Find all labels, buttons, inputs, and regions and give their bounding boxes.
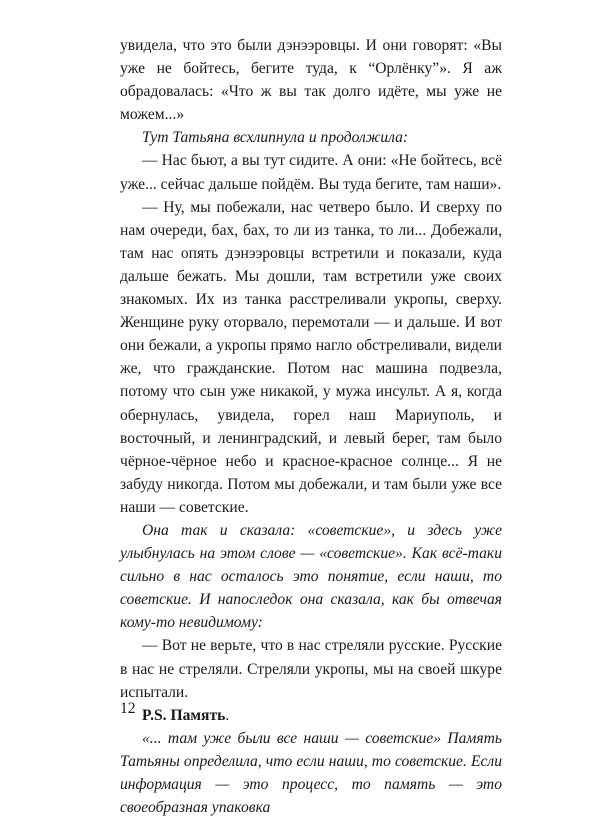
paragraph-2: Тут Татьяна всхлипнула и продолжила: [142, 129, 409, 147]
paragraph-3: — Нас бьют, а вы тут сидите. А они: «Не бойтесь, всё уже... сейчас дальше пойдём. Вы туда бегите, там наши». [120, 152, 502, 193]
book-page [120, 34, 502, 819]
ps-heading-dot: . [225, 706, 230, 724]
ps-heading-text: P.S. Память [142, 706, 226, 724]
paragraph-7: «... там уже были все наши — советские» Память Татьяны определила, что если наши, то советские. Если информация — это процесс, то память — это своеобразная упаковка [120, 729, 502, 817]
paragraph-4: — Ну, мы побежали, нас четверо было. И сверху по нам очереди, бах, бах, то ли из танка, то ли... Добежали, там нас опять дэнээровцы встретили и показали, куда дальше бежать. Мы дошли, там встретили уже своих знакомых. Их из танка расстреливали укропы, сверху. Женщине руку оторвало, перемотали — и дальше. И вот они бежали, а укропы прямо нагло обстреливали, видели же, что гражданские. Потом нас машина подвезла, потому что сын уже никакой, у мужа инсульт. А я, когда обернулась, увидела, горел наш Мариуполь, и восточный, и ленинградский, и левый берег, там было чёрное-чёрное небо и красное-красное солнце... Я не забуду никогда. Потом мы добежали, и там были уже все наши — советские. [120, 198, 502, 516]
paragraph-5: Она так и сказала: «советские», и здесь уже улыбнулась на этом слове — «советские». Как всё-таки сильно в нас осталось это понятие, если наши, то советские. И напоследок она сказала, как бы отвечая кому-то невидимому: [120, 521, 502, 632]
paragraph-1: увидела, что это были дэнээровцы. И они говорят: «Вы уже не бойтесь, бегите туда, к “Орлёнку”». Я аж обрадовалась: «Что ж вы так долго идёте, мы уже не можем...» [120, 37, 502, 124]
paragraph-6: — Вот не верьте, что в нас стреляли русские. Русские в нас не стреляли. Стреляли укропы, мы на своей шкуре испытали. [120, 637, 502, 701]
page-number: 12 [120, 700, 136, 717]
ps-heading [120, 704, 502, 727]
